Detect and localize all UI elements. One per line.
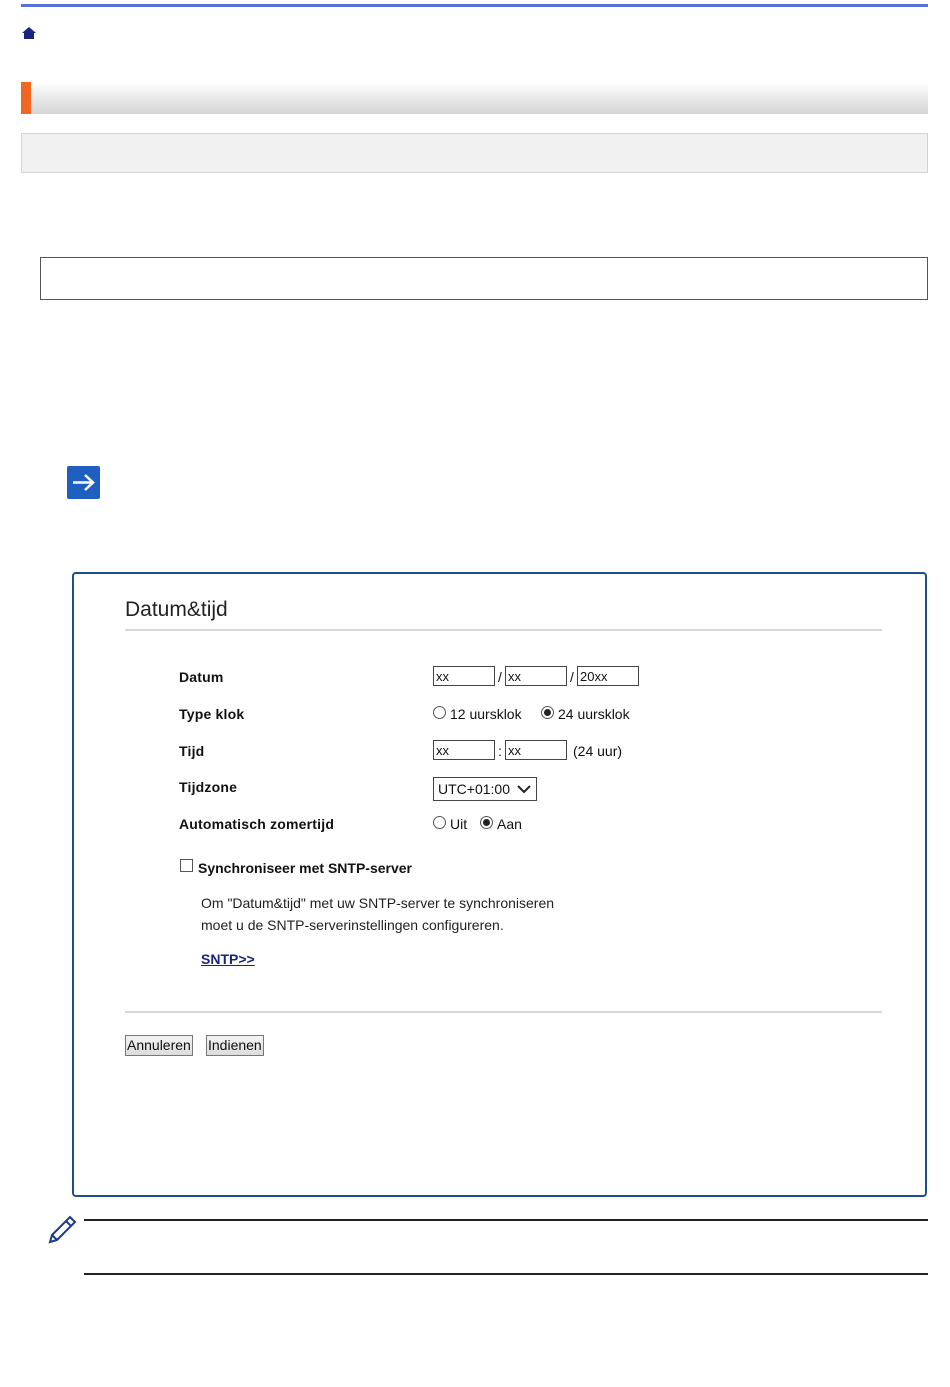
- outlined-box: [40, 257, 928, 300]
- chevron-down-icon: [517, 783, 531, 795]
- radio-12-uursklok[interactable]: [433, 706, 446, 719]
- sntp-info-line-1: Om "Datum&tijd" met uw SNTP-server te synchroniseren: [201, 895, 555, 911]
- radio-24-uursklok[interactable]: [541, 706, 554, 719]
- datum-sep-1: /: [498, 669, 502, 685]
- home-icon[interactable]: [22, 26, 36, 40]
- sntp-info-line-2: moet u de SNTP-serverinstellingen configureren.: [201, 917, 504, 933]
- radio-zomertijd-aan[interactable]: [480, 816, 493, 829]
- tijd-hour-input[interactable]: xx: [433, 740, 495, 760]
- panel-divider-bottom: [125, 1011, 882, 1013]
- summary-box: [21, 133, 928, 173]
- datum-month-input[interactable]: xx: [505, 666, 567, 686]
- radio-24-label: 24 uursklok: [558, 706, 630, 722]
- sntp-sync-checkbox[interactable]: [180, 859, 193, 872]
- sntp-sync-label[interactable]: Synchroniseer met SNTP-server: [198, 860, 412, 876]
- sntp-link[interactable]: SNTP>>: [201, 951, 255, 967]
- datum-sep-2: /: [570, 669, 574, 685]
- datum-day-input[interactable]: xx: [433, 666, 495, 686]
- section-accent: [21, 82, 31, 114]
- cancel-button[interactable]: Annuleren: [125, 1035, 193, 1056]
- radio-aan-label: Aan: [497, 816, 522, 832]
- panel-divider-top: [125, 629, 882, 631]
- tijdzone-label: Tijdzone: [179, 779, 238, 795]
- tijd-label: Tijd: [179, 743, 205, 759]
- pencil-note-icon: [44, 1211, 80, 1247]
- zomertijd-label: Automatisch zomertijd: [179, 816, 335, 832]
- tijd-unit: (24 uur): [573, 743, 623, 759]
- tijd-sep: :: [498, 743, 502, 759]
- type-klok-label: Type klok: [179, 706, 245, 722]
- settings-panel: [72, 572, 927, 1197]
- tijdzone-value: UTC+01:00: [438, 781, 510, 797]
- section-heading-bar: [21, 82, 928, 114]
- note-rule-bottom: [84, 1273, 928, 1275]
- radio-12-label: 12 uursklok: [450, 706, 522, 722]
- radio-zomertijd-uit[interactable]: [433, 816, 446, 829]
- submit-button[interactable]: Indienen: [206, 1035, 264, 1056]
- datum-label: Datum: [179, 669, 224, 685]
- datum-year-input[interactable]: 20xx: [577, 666, 639, 686]
- arrow-right-icon: [67, 466, 100, 499]
- top-rule: [21, 4, 928, 7]
- tijd-minute-input[interactable]: xx: [505, 740, 567, 760]
- radio-uit-label: Uit: [450, 816, 468, 832]
- tijdzone-select[interactable]: [433, 777, 537, 801]
- note-rule-top: [84, 1219, 928, 1221]
- panel-title: Datum&tijd: [125, 598, 228, 621]
